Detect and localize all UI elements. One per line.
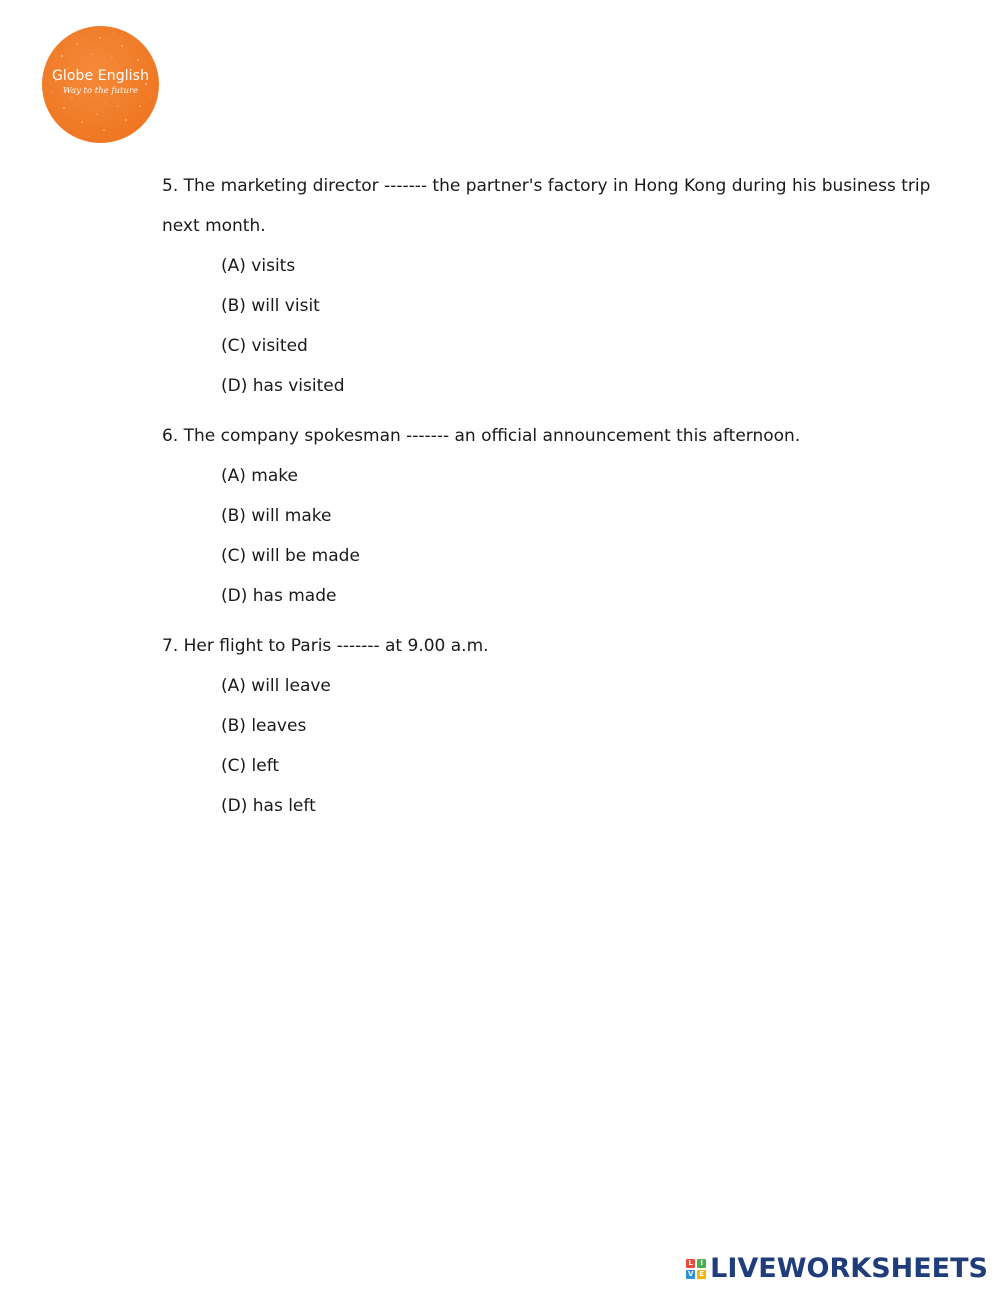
mark-letter-i: I (697, 1259, 706, 1268)
question-5-options (162, 246, 962, 406)
mark-letter-e: E (697, 1270, 706, 1279)
question-7 (162, 626, 962, 826)
logo-title: Globe English (51, 68, 150, 84)
question-5 (162, 166, 962, 406)
question-7-option-b: (B) leaves (221, 716, 307, 736)
question-6 (162, 416, 962, 616)
question-spacer (162, 616, 962, 626)
question-5-option-b: (B) will visit (221, 296, 320, 316)
question-7-option-c: (C) left (221, 756, 280, 776)
question-6-option-b: (B) will make (221, 506, 332, 526)
question-5-option-d: (D) has visited (221, 376, 345, 396)
question-6-options (162, 456, 962, 616)
liveworksheets-brand (686, 1254, 988, 1284)
question-7-option-d: (D) has left (221, 796, 316, 816)
logo-tagline: Way to the future (62, 86, 139, 96)
mark-letter-v: V (687, 1270, 694, 1278)
question-7-options (162, 666, 962, 826)
question-5-option-a: (A) visits (221, 256, 296, 276)
logo-speckle-texture (42, 26, 159, 143)
mark-letter-l: L (686, 1259, 695, 1268)
question-6-option-d: (D) has made (221, 586, 337, 606)
question-7-text: 7. Her flight to Paris ------- at 9.00 a.m. (162, 636, 489, 656)
worksheet-content (162, 166, 962, 826)
question-6-option-c: (C) will be made (221, 546, 360, 566)
question-7-option-a: (A) will leave (221, 676, 331, 696)
globe-english-logo (42, 26, 159, 143)
question-6-text: 6. The company spokesman ------- an official announcement this afternoon. (162, 426, 801, 446)
liveworksheets-mark-icon (686, 1259, 706, 1279)
question-6-option-a: (A) make (221, 466, 298, 486)
question-spacer (162, 406, 962, 416)
question-5-option-c: (C) visited (221, 336, 308, 356)
question-5-text: 5. The marketing director ------- the partner's factory in Hong Kong during his business trip next month. (162, 176, 931, 236)
liveworksheets-wordmark: LIVEWORKSHEETS (710, 1253, 988, 1284)
